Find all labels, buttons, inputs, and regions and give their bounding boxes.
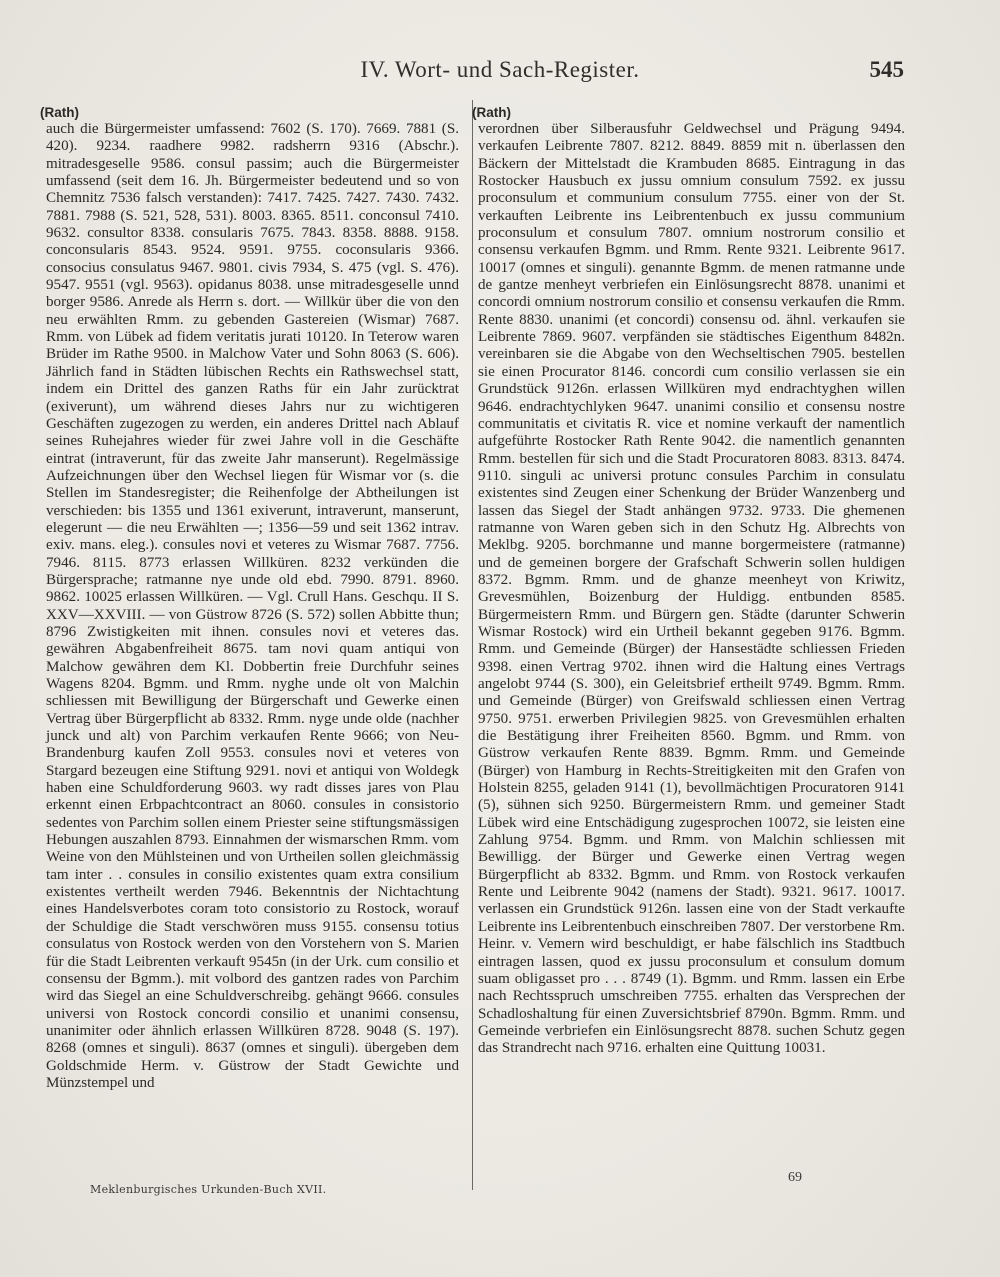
footer-publication: Meklenburgisches Urkunden-Buch XVII. <box>90 1183 327 1196</box>
right-column <box>472 104 905 1058</box>
page-title: IV. Wort- und Sach-Register. <box>360 57 640 82</box>
left-column-text: auch die Bürgermeister umfassend: 7602 (S. 170). 7669. 7881 (S. 420). 9234. raadhere 9982. radsherrn 9316 (Abschr.). mitradesgeselle 9586. consul passim; auch die Bürgermeister umfassend (seit dem 16. Jh. Bürgermeister bedeutend und so von Chemnitz 7536 falsch verstanden): 7417. 7425. 7427. 7430. 7432. 7881. 7988 (S. 521, 528, 531). 8003. 8365. 8511. conconsul 7410. 9632. consultor 8338. consularis 7675. 7843. 8358. 8888. 9158. conconsularis 8543. 9524. 9591. 9755. coconsularis 9366. consocius consulatus 9467. 9801. civis 7934, S. 475 (vgl. S. 476). 9547. 9551 (vgl. 9563). opidanus 8038. unse mitradesgeselle unnd borger 9586. Anrede als Herrn s. dort. — Willkür über die von den neu erwählten Rmm. zu gebenden Gastereien (Wismar) 7687. Rmm. von Lübek ad fidem veritatis jurati 10120. In Teterow waren Brüder im Rathe 9500. in Malchow Vater und Sohn 8063 (S. 606). Jährlich fand in Städten lübischen Rechts ein Rathswechsel statt, indem ein Drittel des ganzen Raths für ein Jahr zurücktrat (exiverunt), um während dieses Jahrs nur zu wichtigeren Geschäften zugezogen zu werden, ein anderes Drittel nach Ablauf seines Ruhejahres wieder für zwei Jahre voll in die Geschäfte eintrat (intraverunt, für das zweite Jahr manserunt). Regelmässige Aufzeichnungen über den Wechsel liegen für Wismar vor (s. die Stellen im Standesregister; die Reihenfolge der Abtheilungen ist verschieden: bis 1355 und 1361 exiverunt, intraverunt, manserunt, elegerunt — die neu Erwählten —; 1356—59 und seit 1362 intrav. exiv. mans. eleg.). consules novi et veteres zu Wismar 7687. 7756. 7946. 8115. 8773 erlassen Willküren. 8232 verkünden die Bürgersprache; ratmanne nye unde old ebd. 7990. 8791. 8960. 9862. 10025 erlassen Willküren. — Vgl. Crull Hans. Geschqu. II S. XXV—XXVIII. — von Güstrow 8726 (S. 572) sollen Abbitte thun; 8796 Zwistigkeiten mit ihnen. consules novi et veteres das. gewähren Abgabenfreiheit 8675. tam novi quam antiqui von Malchow gewähren dem Kl. Dobbertin freie Durchfuhr seines Wagens 8204. Bgmm. und Rmm. nyghe unde olt von Malchin schliessen mit Bewilligung der Bürgerschaft und Gewerke einen Vertrag über Bürgerpflicht ab 8332. Rmm. nyge unde olde (nachher junck und alt) von Parchim verkaufen Rente 9666; von Neu-Brandenburg kaufen Zoll 9553. consules novi et veteres von Stargard bezeugen eine Stiftung 9291. novi et antiqui von Woldegk haben eine Schuldforderung 9603. wy radt disses jares von Plau erkennt einen Erbpachtcontract an 8060. consules in consistorio sedentes von Parchim sollen einem Priester seine stiftungsmässigen Hebungen auszahlen 8793. Einnahmen der wismarschen Rmm. vom Weine von den Mühlsteinen und von Urtheilen sollen gleichmässig tam inter . . consules in consilio existentes quam extra consilium existentes vertheilt werden 7946. Bekenntnis der Nichtachtung eines Handelsverbotes coram toto consistorio zu Rostock, worauf der Schuldige die Stadt verschwören muss 9155. consensu totius consulatus von Rostock werden von den Vorstehern von S. Marien für die Stadt Leibrenten verkauft 9545n (in der Urk. cum consilio et consensu der Bgmm.). mit volbord des gantzen rades von Parchim wird das Siegel an eine Schuldverschreibg. gehängt 9666. consules universi von Rostock concordi consilio et unanimi consensu, unanimiter oder ähnlich erlassen Willküren 8728. 9048 (S. 197). 8268 (omnes et singuli). 8637 (omnes et singuli). übergeben dem Goldschmide Herm. v. Güstrow der Stadt Gewichte und Münzstempel und <box>46 121 459 1091</box>
column-divider <box>472 100 473 1190</box>
page-number: 545 <box>869 57 904 82</box>
left-column-label: (Rath) <box>40 105 79 120</box>
right-column-label: (Rath) <box>472 105 511 120</box>
sheet-signature: 69 <box>788 1170 802 1185</box>
right-column-text: verordnen über Silberausfuhr Geldwechsel und Prägung 9494. verkaufen Leibrente 7807. 8212. 8849. 8859 mit n. überlassen den Bäckern der Mittelstadt die Krambuden 8685. Eintragung in das Rostocker Hausbuch ex jussu omnium consulum 7592. ex jussu proconsulum et communium consulum 7755. einer von der St. verkauften Leibrente ins Leibrentenbuch ex jussu communium proconsulum et consulum 7807. omnium nostrorum consilio et consensu verkaufen Bgmm. und Rmm. Rente 9321. Leibrente 9617. 10017 (omnes et singuli). genannte Bgmm. de menen ratmanne unde de gantze menheyt verbriefen ein Einlösungsrecht 8878. unanimi et concordi omnium nostrorum consilio et consensu verkaufen die Rmm. Rente 8830. unanimi (et concordi) consensu od. ähnl. verkaufen sie Leibrente 7869. 9607. verpfänden sie städtisches Eigenthum 8482n. vereinbaren sie die Abgabe von den Wechseltischen 7905. bestellen sie einen Procurator 8146. concordi cum consilio verlassen sie ein Grundstück 9126n. erlassen Willküren myd endrachtyghen willen 9646. endrachtychlyken 9647. unanimi consilio et consensu nostre communitatis et civitatis R. vice et nomine verkauft der namentlich aufgeführte Rostocker Rath Rente 9042. die namentlich genannten Rmm. bestellen für sich und die Stadt Procuratoren 8083. 8313. 8474. 9110. singuli ac universi protunc consules Parchim in consulatu existentes sind Zeugen einer Schenkung der Brüder Wanzenberg und lassen das Siegel der Stadt anhängen 9732. 9733. Die ghemenen ratmanne von Waren geben sich in den Schutz Hg. Albrechts von Meklbg. 9205. borchmanne und manne borgermeistere (ratmanne) und de gemeinen borgere der Grafschaft Schwerin sollen huldigen 8372. Bgmm. Rmm. und de ghanze meenheyt von Kriwitz, Grevesmühlen, Boizenburg der Huldigg. entbunden 8585. Bürgermeistern Rmm. und Bürgern gen. Städte (darunter Schwerin Wismar Rostock) wird ein Urtheil bekannt gegeben 9176. Bgmm. Rmm. und Gemeinde (Bürger) der Hansestädte schliessen Frieden 9398. einen Vertrag 9702. ihnen wird die Haltung eines Vertrags angelobt 9744 (S. 300), ein Geleitsbrief ertheilt 9749. Bgmm. Rmm. und Gemeinde (Bürger) von Greifswald schliessen einen Vertrag 9750. 9751. erwerben Privilegien 9825. von Grevesmühlen erhalten die Bestätigung ihrer Freiheiten 8560. Bgmm. und Rmm. von Güstrow verkaufen Rente 8839. Bgmm. Rmm. und Gemeinde (Bürger) von Hamburg in Rechts-Streitigkeiten mit den Grafen von Holstein 8255, geladen 9141 (1), bevollmächtigen Procuratoren 9141 (5), sühnen sich 9250. Bürgermeistern Rmm. und gemeiner Stadt Lübek wird eine Entschädigung zugesprochen 10072, sie leisten eine Zahlung 9754. Bgmm. und Rmm. von Malchin schliessen mit Bewilligg. der Bürger und Gewerke einen Vertrag wegen Bürgerpflicht ab 8332. Bgmm. und Rmm. von Rostock verkaufen Rente und Leibrente 9042 (namens der Stadt). 9321. 9617. 10017. verlassen ein Grundstück 9126n. lassen eine von der Stadt verkaufte Leibrente ins Leibrentenbuch einschreiben 7807. Der verstorbene Rm. Heinr. v. Vemern wird beschuldigt, er habe fälschlich ins Stadtbuch eintragen lassen, quod ex jussu proconsulum et consulum domum suam obligasset pro . . . 8749 (1). Bgmm. und Rmm. lassen ein Erbe nach Rechtsspruch umschreiben 7755. erhalten das Versprechen der Schadloshaltung für einen Zuversichtsbrief 8790n. Bgmm. Rmm. und Gemeinde verbriefen ein Einlösungsrecht 8878. suchen Schutz gegen das Strandrecht nach 9716. erhalten eine Quittung 10031. <box>478 121 905 1057</box>
left-column <box>40 104 459 1092</box>
